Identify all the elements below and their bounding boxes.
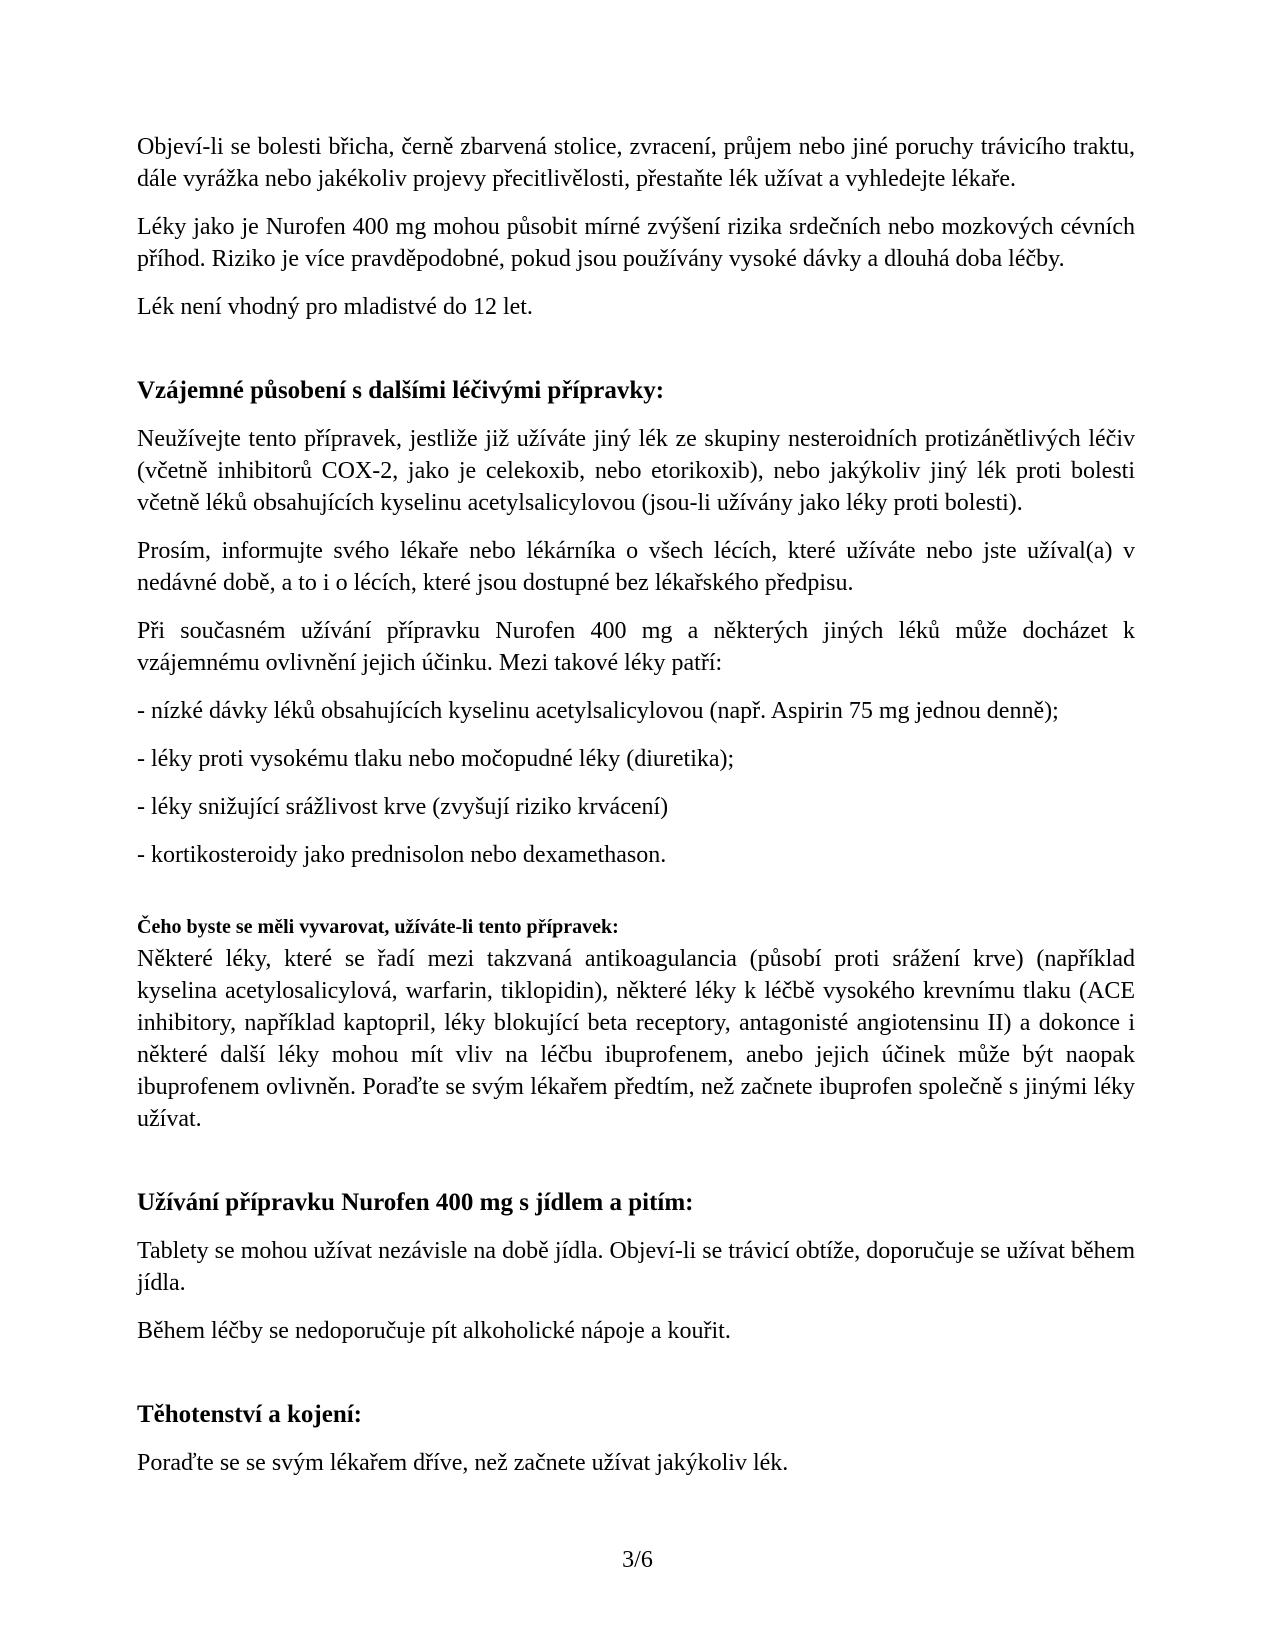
bullet-item-aspirin: - nízké dávky léků obsahujících kyselinu acetylsalicylovou (např. Aspirin 75 mg jednou denně); [137,698,1059,724]
bullet-item-anticoagulants: - léky snižující srážlivost krve (zvyšují riziko krvácení) [137,794,669,820]
body-paragraph-nsaid-warning: Neužívejte tento přípravek, jestliže již užíváte jiný lék ze skupiny nesteroidních protizánětlivých léčiv (včetně inhibitorů COX-2, jako je celekoxib, nebo etorikoxib), nebo jakýkoliv jiný lék proti bolesti včetně léků obsahujících kyselinu acetylsalicylovou (jsou-li užívány jako léky proti bolesti). [137,426,1135,516]
bullet-item-corticosteroids: - kortikosteroidy jako prednisolon nebo dexamethason. [137,842,667,868]
body-paragraph-tablets-food: Tablety se mohou užívat nezávisle na době jídla. Objeví-li se trávicí obtíže, doporučuje se užívat během jídla. [137,1238,1135,1296]
body-paragraph-concurrent-use: Při současném užívání přípravku Nurofen 400 mg a některých jiných léků může docházet k vzájemnému ovlivnění jejich účinku. Mezi takové léky patří: [137,618,1135,676]
page-number: 3/6 [622,1547,653,1573]
intro-paragraph-stomach-warning: Objeví-li se bolesti břicha, černě zbarvená stolice, zvracení, průjem nebo jiné poruchy trávicího traktu, dále vyrážka nebo jakékoliv projevy přecitlivělosti, přestaňte lék užívat a vyhledejte lékaře. [137,134,1135,192]
body-paragraph-inform-doctor: Prosím, informujte svého lékaře nebo lékárníka o všech lécích, které užíváte nebo jste užíval(a) v nedávné době, a to i o lécích, které jsou dostupné bez lékařského předpisu. [137,538,1135,596]
intro-paragraph-cardio-risk: Léky jako je Nurofen 400 mg mohou působit mírné zvýšení rizika srdečních nebo mozkových cévních příhod. Riziko je více pravděpodobné, pokud jsou používány vysoké dávky a dlouhá doba léčby. [137,214,1135,272]
intro-paragraph-age-limit: Lék není vhodný pro mladistvé do 12 let. [137,294,533,320]
avoidance-subsection [137,911,1135,1135]
section-heading-interactions: Vzájemné působení s dalšími léčivými přípravky: [137,377,665,404]
subsection-heading-avoidance: Čeho byste se měli vyvarovat, užíváte-li tento přípravek: [137,916,619,938]
section-heading-pregnancy: Těhotenství a kojení: [137,1401,362,1428]
body-paragraph-alcohol-smoking: Během léčby se nedoporučuje pít alkoholické nápoje a kouřit. [137,1318,731,1344]
bullet-item-blood-pressure: - léky proti vysokému tlaku nebo močopudné léky (diuretika); [137,746,735,772]
section-heading-food-drink: Užívání přípravku Nurofen 400 mg s jídlem a pitím: [137,1189,694,1216]
body-paragraph-avoidance: Některé léky, které se řadí mezi takzvaná antikoagulancia (působí proti srážení krve) (například kyselina acetylosalicylová, warfarin, tiklopidin), některé léky k léčbě vysokého krevnímu tlaku (ACE inhibitory, například kaptopril, léky blokující beta receptory, antagonisté angiotensinu II) a dokonce i některé další léky mohou mít vliv na léčbu ibuprofenem, anebo jejich účinek může být naopak ibuprofenem ovlivněn. Poraďte se svým lékařem předtím, než začnete ibuprofen společně s jinými léky užívat. [137,946,1135,1132]
body-paragraph-pregnancy-advice: Poraďte se se svým lékařem dříve, než začnete užívat jakýkoliv lék. [137,1450,789,1476]
